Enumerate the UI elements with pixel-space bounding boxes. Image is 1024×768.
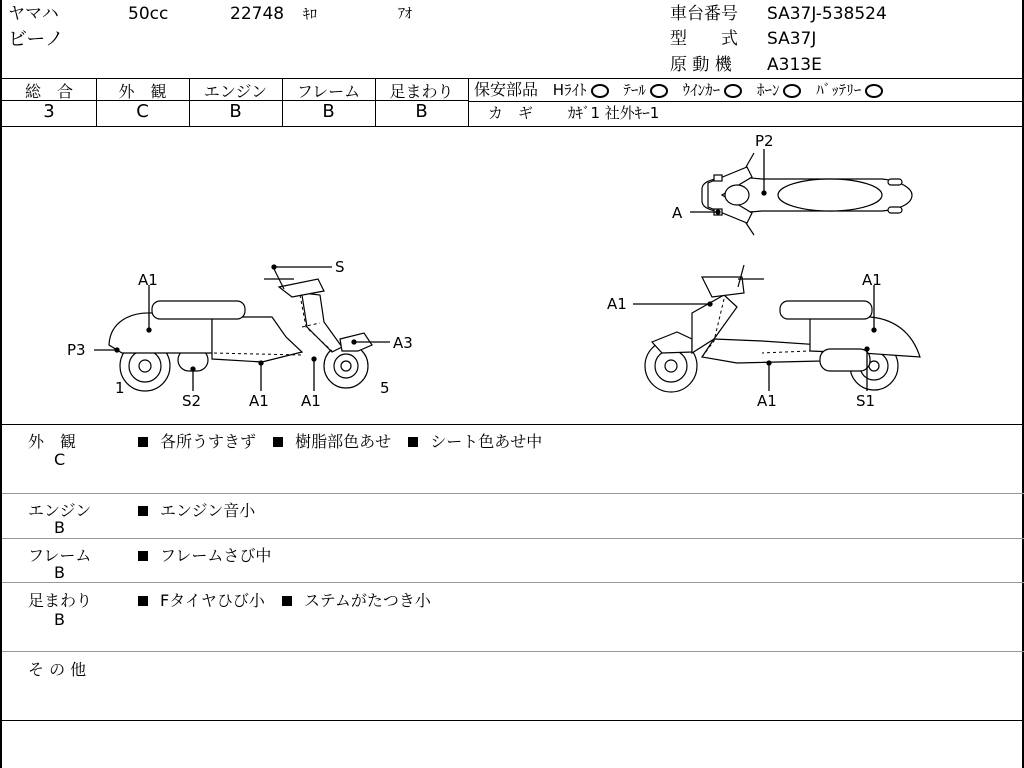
bullet-square-icon: [408, 437, 418, 447]
divider: [2, 493, 1024, 494]
bullet-square-icon: [138, 551, 148, 561]
divider: [2, 582, 1024, 583]
grade-suspension-label: 足まわり: [389, 82, 454, 101]
label-A1: A1: [757, 392, 777, 410]
section-other-label: そ の 他: [28, 660, 87, 679]
status-ok-icon: [783, 84, 801, 98]
section-suspension-grade: B: [54, 610, 65, 629]
label-A: A: [672, 204, 683, 222]
status-ok-icon: [650, 84, 668, 98]
label-P2: P2: [755, 132, 774, 150]
note-item: エンジン音小: [160, 501, 256, 520]
key-value: ｶｷﾞ1 社外ｷｰ1: [568, 104, 660, 122]
status-ok-icon: [724, 84, 742, 98]
displacement: 50cc: [128, 4, 169, 24]
safety-parts-row: [474, 82, 883, 98]
bullet-square-icon: [138, 596, 148, 606]
label-P3: P3: [67, 341, 86, 359]
section-exterior-label: 外 観: [28, 432, 77, 451]
label-A1: A1: [249, 392, 269, 410]
label-1: 1: [115, 379, 125, 397]
note-item: フレームさび中: [160, 546, 272, 565]
section-exterior-grade: C: [54, 450, 66, 469]
maker: ヤマハ: [8, 4, 59, 24]
frame-no-label: 車台番号: [670, 4, 738, 24]
grade-frame-label: フレーム: [296, 82, 361, 101]
body-color: ｱｵ: [398, 6, 412, 22]
safety-taillight: ﾃｰﾙ: [623, 81, 646, 99]
section-exterior-notes: [138, 429, 542, 452]
label-S1: S1: [856, 392, 876, 410]
key-label: カ ギ: [488, 104, 534, 122]
safety-winker: ｳｲﾝｶｰ: [682, 81, 721, 99]
status-ok-icon: [591, 84, 609, 98]
mileage-unit: ｷﾛ: [303, 7, 317, 23]
grade-suspension-value: B: [415, 101, 428, 122]
divider: [2, 651, 1024, 652]
divider: [468, 78, 469, 126]
grade-exterior-label: 外 観: [118, 82, 167, 101]
safety-horn: ﾎｰﾝ: [756, 81, 780, 99]
model-name: ビーノ: [8, 28, 64, 50]
label-A3: A3: [393, 334, 413, 352]
label-A1: A1: [138, 271, 158, 289]
safety-battery: ﾊﾞｯﾃﾘｰ: [816, 81, 862, 99]
section-engine-label: エンジン: [28, 501, 92, 520]
grade-frame-value: B: [322, 101, 335, 122]
model-label: 型 式: [670, 29, 738, 49]
bullet-square-icon: [273, 437, 283, 447]
label-A1: A1: [607, 295, 627, 313]
mileage: 22748: [230, 4, 285, 24]
bullet-square-icon: [138, 506, 148, 516]
section-frame-notes: [138, 543, 271, 566]
section-suspension-label: 足まわり: [28, 591, 93, 610]
engine-code: A313E: [767, 55, 822, 75]
label-S2: S2: [182, 392, 202, 410]
label-A1: A1: [301, 392, 321, 410]
label-A1: A1: [862, 271, 882, 289]
label-5: 5: [380, 379, 390, 397]
label-S: S: [335, 258, 345, 276]
note-item: シート色あせ中: [430, 432, 543, 451]
divider: [2, 424, 1024, 425]
divider: [468, 101, 1024, 102]
bullet-square-icon: [282, 596, 292, 606]
grade-exterior-value: C: [136, 101, 149, 122]
safety-headlight: Hﾗｲﾄ: [552, 81, 587, 99]
grade-overall-label: 総 合: [24, 82, 73, 101]
divider: [2, 720, 1024, 721]
frame-no: SA37J-538524: [767, 4, 887, 24]
status-ok-icon: [865, 84, 883, 98]
engine-label: 原 動 機: [670, 55, 732, 75]
note-item: ステムがたつき小: [303, 591, 431, 610]
divider: [2, 538, 1024, 539]
section-frame-grade: B: [54, 563, 65, 582]
note-item: 各所うすきず: [160, 432, 257, 451]
model-code: SA37J: [767, 29, 817, 49]
section-suspension-notes: [138, 588, 431, 611]
section-engine-notes: [138, 498, 255, 521]
scooter-top-view: [702, 153, 912, 235]
grade-overall-value: 3: [43, 101, 55, 122]
note-item: 樹脂部色あせ: [295, 432, 392, 451]
grade-engine-value: B: [229, 101, 242, 122]
section-frame-label: フレーム: [28, 546, 92, 565]
damage-diagram: [2, 127, 1022, 425]
section-engine-grade: B: [54, 518, 65, 537]
grade-engine-label: エンジン: [203, 82, 268, 101]
note-item: Fタイヤひび小: [160, 591, 265, 610]
safety-title: 保安部品: [474, 80, 539, 99]
bullet-square-icon: [138, 437, 148, 447]
